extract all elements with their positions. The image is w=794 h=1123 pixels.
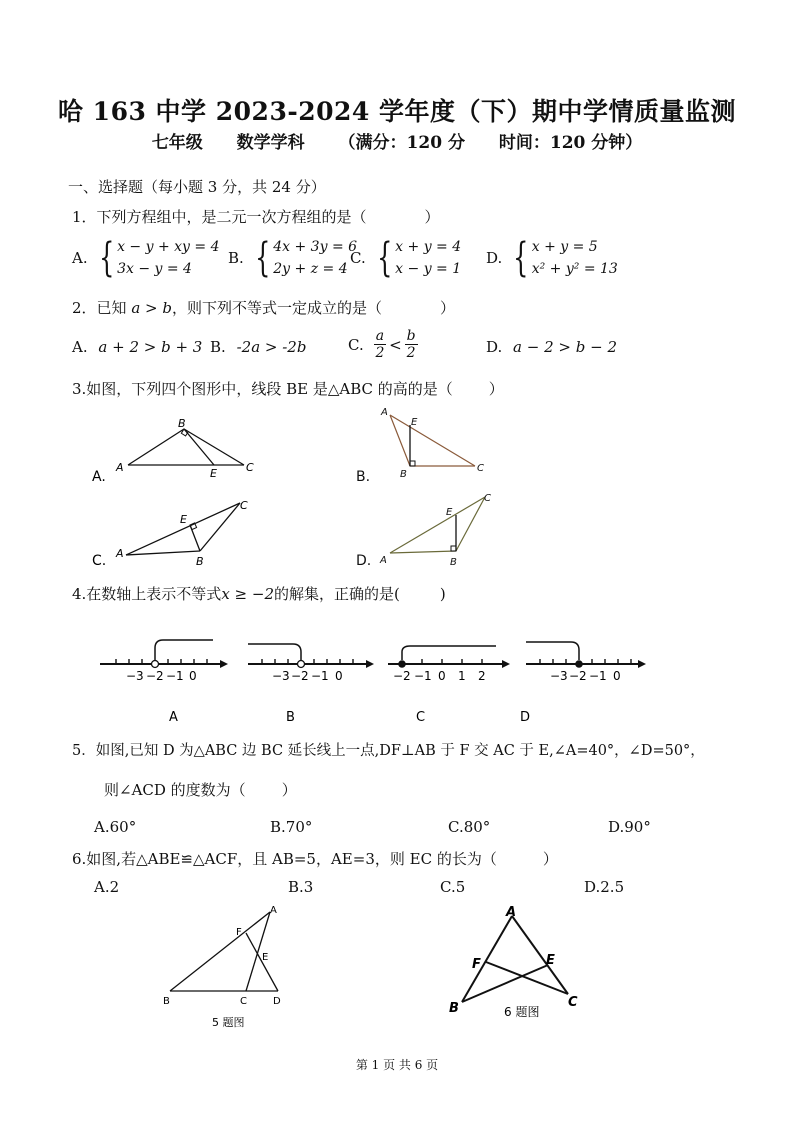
q4-line-d	[520, 642, 646, 725]
svg-text:C: C	[568, 995, 578, 1010]
svg-text:B.: B.	[356, 469, 371, 485]
svg-text:−2: −2	[146, 669, 164, 683]
q5-option-b: B.70°	[270, 818, 313, 836]
q4-line-a	[100, 640, 228, 725]
svg-text:D: D	[273, 996, 281, 1007]
q5-close: ）	[281, 781, 297, 799]
q3-figure-d	[356, 493, 491, 569]
svg-text:F: F	[472, 957, 481, 972]
q4-inequality: x ≥ −2	[221, 585, 274, 603]
svg-text:F: F	[236, 927, 242, 938]
page-footer: 第 1 页 共 6 页	[355, 1058, 439, 1072]
q1-a-label: A.	[72, 249, 88, 267]
q2-option-c	[348, 328, 418, 361]
svg-text:−2: −2	[291, 669, 309, 683]
svg-text:B: B	[449, 1001, 459, 1016]
q2-b-expr: -2a > -2b	[236, 338, 307, 356]
q3-figures	[80, 405, 600, 575]
svg-text:B: B	[163, 996, 170, 1007]
svg-text:E: E	[411, 417, 418, 428]
svg-text:−3: −3	[550, 669, 568, 683]
q4-stem-a: 4.在数轴上表示不等式	[72, 585, 222, 603]
page-title: 哈 163 中学 2023-2024 学年度（下）期中学情质量监测	[57, 97, 737, 126]
q3-figure-c	[92, 499, 248, 569]
svg-text:−3: −3	[272, 669, 290, 683]
exam-info	[0, 128, 794, 153]
q6-option-d: D.2.5	[584, 878, 625, 896]
svg-text:C: C	[246, 461, 254, 474]
q4-close: )	[439, 585, 446, 603]
svg-text:A: A	[169, 710, 178, 725]
q2-c-label: C.	[348, 335, 364, 354]
q3-figure-b	[356, 407, 484, 485]
svg-text:C: C	[240, 499, 248, 512]
q5-figure-caption: 5 题图	[212, 1016, 245, 1029]
svg-text:A: A	[270, 905, 277, 916]
q1-d-eq1: x + y = 5	[531, 239, 598, 255]
time-label: 时间：120 分钟）	[498, 133, 643, 153]
q1-close: ）	[424, 208, 440, 226]
q5-option-a: A.60°	[94, 818, 137, 836]
svg-text:E: E	[180, 513, 187, 526]
q2-option-a	[72, 338, 202, 356]
q6-figure-caption: 6 题图	[504, 1005, 540, 1019]
svg-text:B: B	[286, 710, 295, 725]
svg-text:2: 2	[478, 669, 486, 683]
q1-c-eq2: x − y = 1	[395, 261, 462, 277]
q4-stem-b: 的解集，正确的是(	[274, 585, 400, 603]
q1-d-label: D.	[486, 249, 503, 267]
svg-text:A.: A.	[92, 469, 106, 485]
svg-text:−1: −1	[589, 669, 607, 683]
q4-line-c	[388, 646, 510, 725]
svg-text:−1: −1	[166, 669, 184, 683]
svg-text:B: B	[450, 557, 457, 568]
svg-text:1: 1	[458, 669, 466, 683]
q2-close: ）	[440, 299, 456, 317]
svg-text:0: 0	[613, 669, 621, 683]
q2-stem-b: ，则下列不等式一定成立的是（	[171, 299, 382, 317]
svg-text:0: 0	[189, 669, 197, 683]
q3-stem	[72, 378, 504, 399]
q5-stem2-text: 则∠ACD 的度数为（	[104, 781, 246, 799]
q2-d-expr: a − 2 > b − 2	[513, 338, 617, 356]
q2-c-frac2: $\frac{b}{2}$	[406, 328, 416, 361]
svg-text:E: E	[546, 953, 555, 968]
section-heading: 一、选择题（每小题 3 分，共 24 分）	[68, 178, 326, 196]
svg-text:−3: −3	[126, 669, 144, 683]
q1-b-eq2: 2y + z = 4	[273, 261, 348, 277]
q6-option-a: A.2	[94, 878, 120, 896]
q1-option-b: B. { 4x + 3y = 6 2y + z = 4	[228, 235, 358, 281]
svg-text:B: B	[400, 469, 407, 480]
q4-stem	[72, 583, 446, 604]
svg-text:C: C	[240, 996, 247, 1007]
q4-number-lines	[90, 628, 660, 728]
svg-text:C.: C.	[92, 553, 107, 569]
svg-text:−1: −1	[311, 669, 329, 683]
q3-stem-text: 3.如图，下列四个图形中，线段 BE 是△ABC 的高的是（	[72, 380, 453, 398]
svg-text:C: C	[416, 710, 426, 725]
q1-b-eq1: 4x + 3y = 6	[273, 239, 358, 255]
svg-text:A: A	[381, 407, 388, 418]
q1-a-eq2: 3x − y = 4	[117, 261, 192, 277]
svg-text:−2: −2	[569, 669, 587, 683]
q5-figure	[150, 900, 300, 1040]
svg-text:A: A	[506, 905, 517, 920]
q2-c-op: <	[389, 335, 402, 354]
q1-option-c: C. { x + y = 4 x − y = 1	[350, 235, 462, 281]
q2-option-b	[210, 338, 306, 356]
q1-c-eq1: x + y = 4	[395, 239, 462, 255]
q5-stem: 5．如图,已知 D 为△ABC 边 BC 延长线上一点,DF⊥AB 于 F 交 AC 于 E,∠A=40°，∠D=50°，	[72, 743, 705, 759]
svg-text:A: A	[116, 461, 124, 474]
q6-stem-text: 6.如图,若△ABE≌△ACF，且 AB=5，AE=3，则 EC 的长为（	[72, 850, 497, 868]
subject-label: 数学学科	[236, 133, 305, 153]
q1-d-eq2: x² + y² = 13	[531, 261, 618, 277]
q5-stem2	[104, 779, 297, 800]
svg-text:C: C	[477, 463, 484, 474]
q6-option-c: C.5	[440, 878, 466, 896]
q6-stem	[72, 848, 558, 869]
score-label: （满分：120 分	[338, 133, 465, 153]
q6-figure	[440, 898, 600, 1028]
q2-option-d	[486, 338, 617, 356]
svg-text:A: A	[116, 547, 124, 560]
q2-d-label: D.	[486, 338, 503, 356]
q1-c-label: C.	[350, 249, 366, 267]
q1-option-a: A. { x − y + xy = 4 3x − y = 4	[72, 235, 220, 281]
svg-text:E: E	[446, 507, 453, 518]
grade-label: 七年级	[151, 133, 203, 153]
q5-option-d: D.90°	[608, 818, 651, 836]
svg-text:B: B	[178, 417, 186, 430]
svg-text:E: E	[262, 952, 269, 963]
svg-text:0: 0	[438, 669, 446, 683]
q2-a-label: A.	[72, 338, 88, 356]
svg-text:B: B	[196, 555, 204, 568]
q1-b-label: B.	[228, 249, 244, 267]
q1-option-d: D. { x + y = 5 x² + y² = 13	[486, 235, 618, 281]
q3-figure-a	[92, 417, 254, 485]
svg-text:E: E	[210, 467, 217, 480]
q6-option-b: B.3	[288, 878, 314, 896]
q2-stem-a: 2．已知	[72, 299, 127, 317]
q4-line-b	[248, 644, 374, 725]
svg-text:A: A	[380, 555, 387, 566]
q3-close: ）	[488, 380, 504, 398]
q2-stem	[72, 297, 455, 318]
svg-text:−2: −2	[393, 669, 411, 683]
q2-a-expr: a + 2 > b + 3	[98, 338, 203, 356]
svg-text:−1: −1	[414, 669, 432, 683]
svg-text:D.: D.	[356, 553, 372, 569]
q2-c-frac1: $\frac{a}{2}$	[375, 328, 385, 361]
svg-text:D: D	[520, 710, 531, 725]
q1-stem	[72, 206, 440, 227]
svg-text:0: 0	[335, 669, 343, 683]
svg-text:C: C	[484, 493, 491, 504]
q1-a-eq1: x − y + xy = 4	[117, 239, 220, 255]
q2-condition: a > b	[131, 299, 172, 317]
q1-stem-text: 1．下列方程组中，是二元一次方程组的是（	[72, 208, 367, 226]
q2-b-label: B.	[210, 338, 226, 356]
q5-option-c: C.80°	[448, 818, 491, 836]
q6-close: ）	[542, 850, 558, 868]
